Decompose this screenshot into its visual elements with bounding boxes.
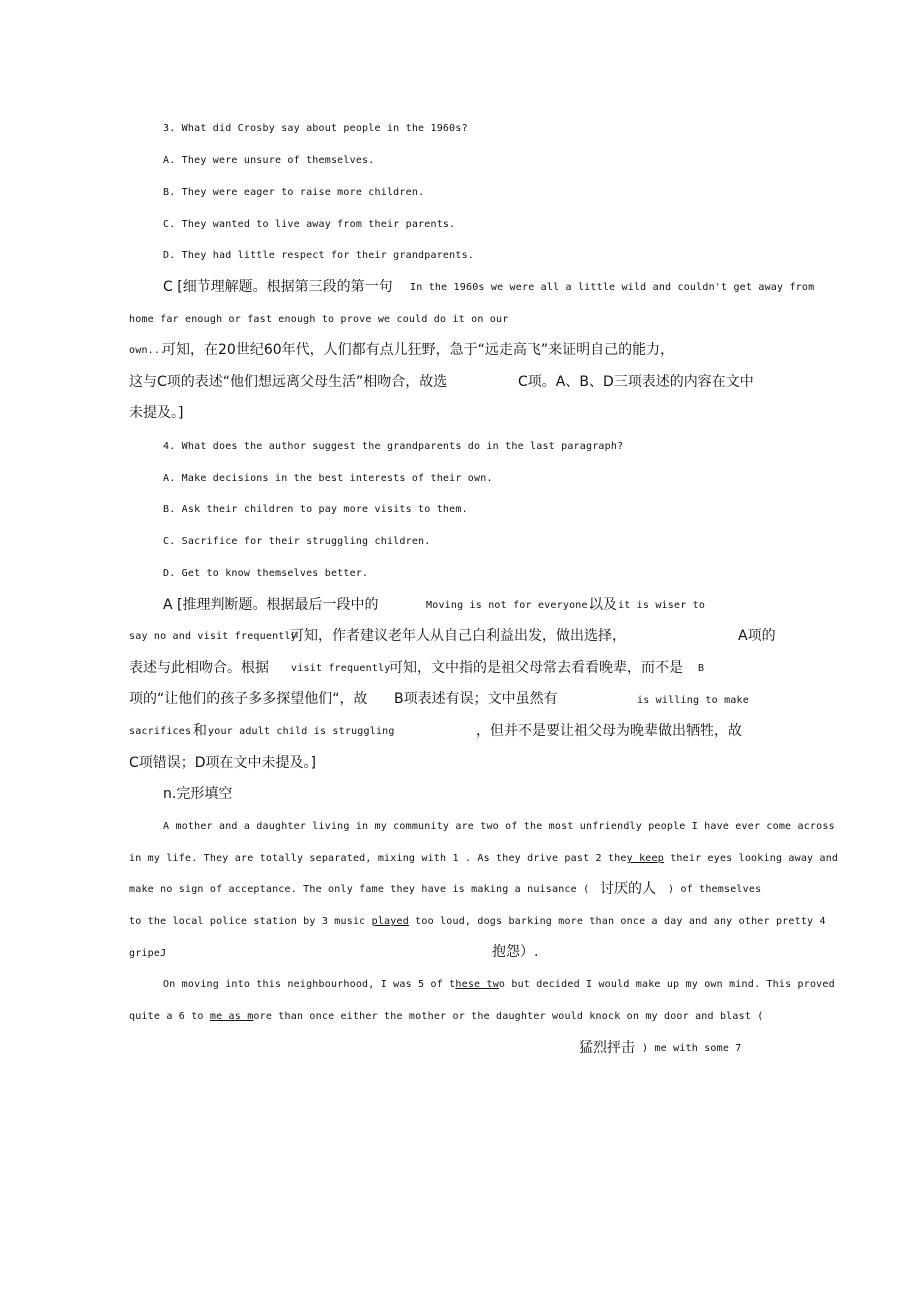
q3-explanation-line-3a: own... — [129, 345, 167, 356]
q4-explanation-line-2c: A项的 — [738, 628, 776, 644]
q3-explanation-line-3b: 可知，在20世纪60年代，人们都有点儿狂野，急于“远走高飞”来证明自己的能力， — [162, 342, 675, 358]
q4-stem: 4. What does the author suggest the grandparents do in the last paragraph? — [163, 441, 624, 452]
q4-explanation-line-1d: it is wiser to — [618, 600, 706, 611]
q4-explanation-line-2b: 可知，作者建议老年人从自己白利益出发，做出选择， — [290, 628, 626, 644]
cloze-p2-line-3b: ) me with some 7 — [642, 1043, 742, 1054]
cloze-p2-line-3a: 猛烈抨击 — [579, 1040, 635, 1056]
q4-explanation-line-3c: 可知，文中指的是祖父母常去看看晚辈，而不是 — [389, 660, 683, 676]
cloze-p1-line-3a: make no sign of acceptance. The only fame they have is making a nuisance ( — [129, 884, 590, 895]
q4-option-d: D. Get to know themselves better. — [163, 568, 369, 579]
cloze-p1-line-5b: 抱怨）. — [492, 944, 539, 960]
cloze-p1-line-5a: gripeJ — [129, 948, 167, 959]
q3-explanation-line-4a: 这与C项的表述“他们想远离父母生活”相吻合，故选 — [129, 374, 448, 390]
q3-explanation-line-5: 未提及。] — [129, 405, 184, 421]
cloze-p2-line-1: On moving into this neighbourhood, I was 5 of these two but decided I would make up my own mind. This proved — [163, 979, 835, 990]
q4-explanation-line-6: C项错误；D项在文中未提及。] — [129, 755, 317, 771]
q4-option-b: B. Ask their children to pay more visits to them. — [163, 504, 468, 515]
cloze-p2-line-2: quite a 6 to me as more than once either the mother or the daughter would knock on my door and blast ( — [129, 1011, 764, 1022]
cloze-p1-line-3c: ) of themselves — [668, 884, 762, 895]
q4-explanation-line-4c: is willing to make — [637, 695, 749, 706]
q4-explanation-line-5b: 和 — [193, 723, 207, 739]
q3-option-c: C. They wanted to live away from their parents. — [163, 219, 456, 230]
q4-explanation-line-1a: A [推理判断题。根据最后一段中的 — [163, 597, 379, 613]
q3-option-a: A. They were unsure of themselves. — [163, 155, 375, 166]
q4-option-c: C. Sacrifice for their struggling children. — [163, 536, 431, 547]
q4-explanation-line-3a: 表述与此相吻合。根据 — [129, 660, 269, 676]
q3-option-b: B. They were eager to raise more children. — [163, 187, 425, 198]
cloze-p1-line-1: A mother and a daughter living in my community are two of the most unfriendly people I have ever come across — [163, 821, 835, 832]
cloze-p1-line-3b: 讨厌的人 — [600, 881, 656, 897]
q4-explanation-line-3d: B — [698, 663, 705, 674]
q4-explanation-line-4b: B项表述有误；文中虽然有 — [394, 691, 558, 707]
q4-explanation-line-5a: sacrifices — [129, 726, 192, 737]
q4-explanation-line-5d: ，但并不是要让祖父母为晚辈做出牺牲，故 — [476, 723, 742, 739]
q4-option-a: A. Make decisions in the best interests of their own. — [163, 473, 493, 484]
q3-explanation-line-4b: C项。A、B、D三项表述的内容在文中 — [518, 374, 754, 390]
q4-explanation-line-2a: say no and visit frequently — [129, 631, 297, 642]
cloze-p1-line-4: to the local police station by 3 music played too loud, dogs barking more than once a day and any other pretty 4 — [129, 916, 826, 927]
q4-explanation-line-1c: 以及 — [589, 597, 617, 613]
q4-explanation-line-4a: 项的“让他们的孩子多多探望他们“，故 — [129, 691, 368, 707]
q3-option-d: D. They had little respect for their grandparents. — [163, 250, 475, 261]
q4-explanation-line-1b: Moving is not for everyone. — [426, 600, 594, 611]
q3-stem: 3. What did Crosby say about people in the 1960s? — [163, 123, 468, 134]
section-heading: n.完形填空 — [163, 786, 233, 802]
q3-explanation-line-1b: In the 1960s we were all a little wild and couldn't get away from — [410, 282, 815, 293]
q4-explanation-line-5c: your adult child is struggling — [208, 726, 395, 737]
q3-explanation-line-2: home far enough or fast enough to prove we could do it on our — [129, 314, 509, 325]
q4-explanation-line-3b: visit frequently — [291, 663, 391, 674]
q3-explanation-line-1a: C [细节理解题。根据第三段的第一句 — [163, 279, 393, 295]
cloze-p1-line-2: in my life. They are totally separated, mixing with 1 . As they drive past 2 they keep their eyes looking away and — [129, 853, 839, 864]
